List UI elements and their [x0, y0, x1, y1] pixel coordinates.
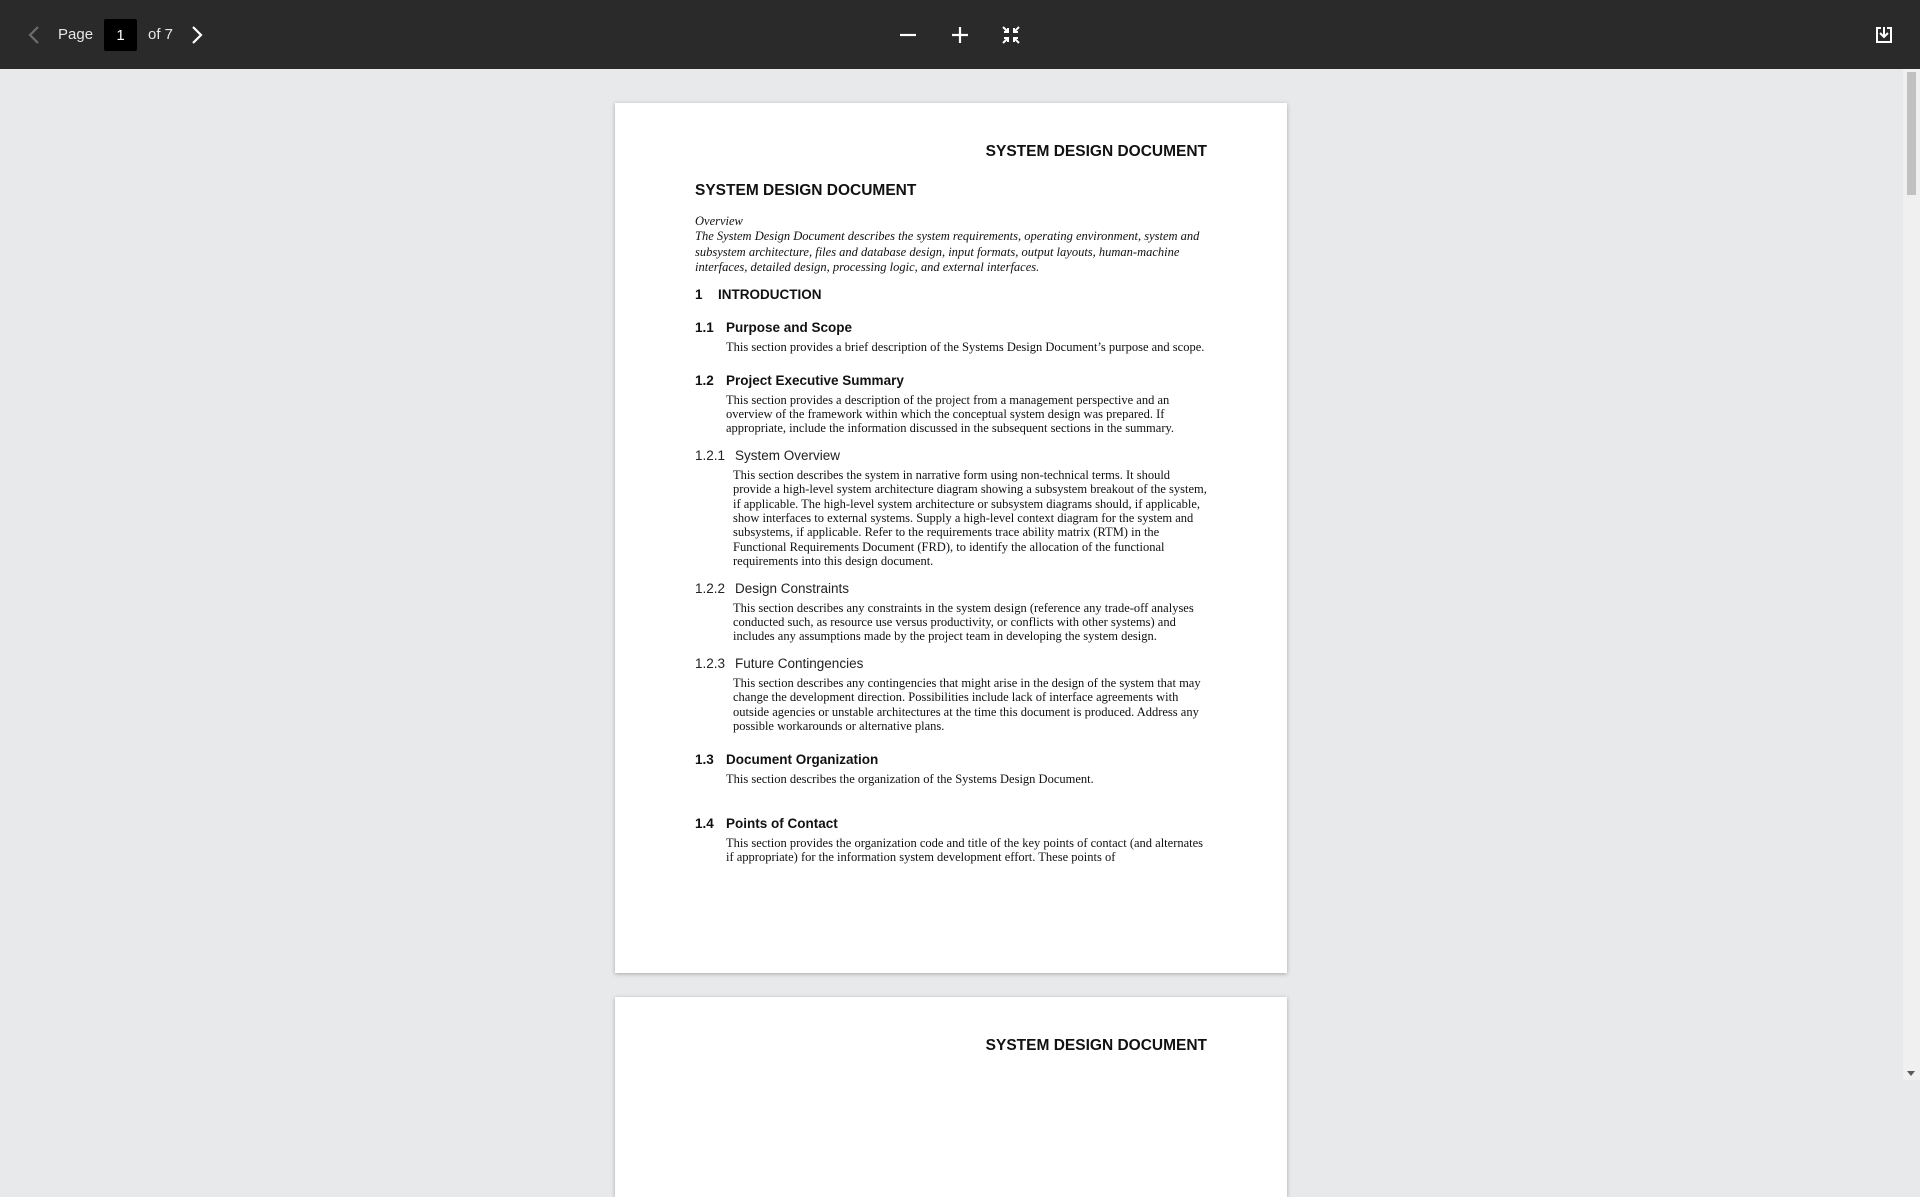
vertical-scrollbar[interactable]	[1903, 69, 1920, 1080]
section-title: Purpose and Scope	[726, 320, 853, 336]
section-heading	[695, 287, 1210, 302]
subsection-heading	[695, 581, 1210, 596]
section-heading	[695, 320, 1210, 335]
scrollbar-thumb[interactable]	[1907, 72, 1916, 195]
section-number: 1.2.2	[695, 580, 726, 596]
section-paragraph: This section describes any contingencies that might arise in the design of the system that may change the development direction. Possibilities include lack of interface agreements with outside agencies or unstable architectures at the time this document is produced. Address any possible workarounds or alternative plans.	[733, 675, 1201, 734]
pdf-page-2	[615, 997, 1287, 1197]
running-header: SYSTEM DESIGN DOCUMENT	[985, 143, 1207, 160]
section-title: Design Constraints	[735, 580, 850, 596]
section-title: System Overview	[735, 447, 841, 463]
section-heading	[695, 816, 1210, 831]
running-header: SYSTEM DESIGN DOCUMENT	[985, 1037, 1207, 1054]
section-number: 1.2.1	[695, 447, 726, 463]
section-heading	[695, 373, 1210, 388]
section-paragraph: This section describes any constraints in the system design (reference any trade-off analyses conducted such, as resource use versus productivity, or conflicts with other systems) and includes any assumptions made by the project team in developing the system design.	[733, 600, 1194, 644]
fit-page-icon	[1002, 26, 1020, 44]
section-number: 1.4	[695, 815, 714, 831]
section-number: 1	[695, 287, 703, 303]
section-title: Document Organization	[726, 751, 879, 767]
section-paragraph: This section describes the system in narrative form using non-technical terms. It should provide a high-level system architecture diagram showing a subsystem breakout of the system, if applicable. The high-level system architecture or subsystem diagrams should, if applicable, show interfaces to external systems. Supply a high-level context diagram for the system and subsystems, if applicable. Refer to the requirements trace ability matrix (RTM) in the Functional Requirements Document (FRD), to identify the allocation of the functional requirements into this design document.	[733, 467, 1207, 569]
section-heading	[695, 752, 1210, 767]
section-paragraph: This section provides a brief description of the Systems Design Document’s purpose and scope.	[726, 340, 1205, 355]
subsection-heading	[695, 656, 1210, 671]
zoom-out-button[interactable]	[891, 18, 925, 52]
pdf-page-1	[615, 103, 1287, 973]
viewer-toolbar	[0, 0, 1920, 69]
section-number: 1.2	[695, 372, 714, 388]
section-title: Points of Contact	[726, 815, 838, 831]
section-number: 1.1	[695, 320, 714, 336]
overview-text: The System Design Document describes the system requirements, operating environment, system and subsystem architecture, files and database design, input formats, output layouts, human-machine interfaces, detailed design, processing logic, and external interfaces.	[695, 229, 1200, 274]
scroll-down-arrow-icon[interactable]	[1907, 1071, 1915, 1076]
section-title: Project Executive Summary	[726, 372, 904, 388]
document-title: SYSTEM DESIGN DOCUMENT	[695, 182, 917, 199]
page-content	[695, 182, 1210, 865]
minus-icon	[899, 26, 917, 44]
previous-page-button[interactable]	[17, 18, 51, 52]
section-paragraph: This section describes the organization of the Systems Design Document.	[726, 771, 1094, 786]
page-number-input[interactable]	[104, 19, 137, 51]
section-number: 1.3	[695, 751, 714, 767]
fit-page-button[interactable]	[994, 18, 1028, 52]
plus-icon	[951, 26, 969, 44]
section-title: Future Contingencies	[735, 655, 864, 671]
section-title: INTRODUCTION	[718, 287, 822, 303]
section-paragraph: This section provides a description of the project from a management perspective and an overview of the framework within which the conceptual system design was prepared. If appropriate, include the information discussed in the subsequent sections in the summary.	[726, 392, 1175, 436]
chevron-right-icon	[190, 25, 204, 45]
subsection-heading	[695, 448, 1210, 463]
chevron-left-icon	[27, 25, 41, 45]
page-label: Page	[58, 26, 94, 43]
download-button[interactable]	[1867, 18, 1901, 52]
next-page-button[interactable]	[180, 18, 214, 52]
download-icon	[1875, 26, 1893, 44]
overview-label: Overview	[695, 214, 743, 228]
zoom-in-button[interactable]	[943, 18, 977, 52]
page-count: of 7	[148, 26, 174, 43]
section-number: 1.2.3	[695, 655, 726, 671]
section-paragraph: This section provides the organization code and title of the key points of contact (and alternates if appropriate) for the information system development effort. These points of	[726, 835, 1204, 865]
